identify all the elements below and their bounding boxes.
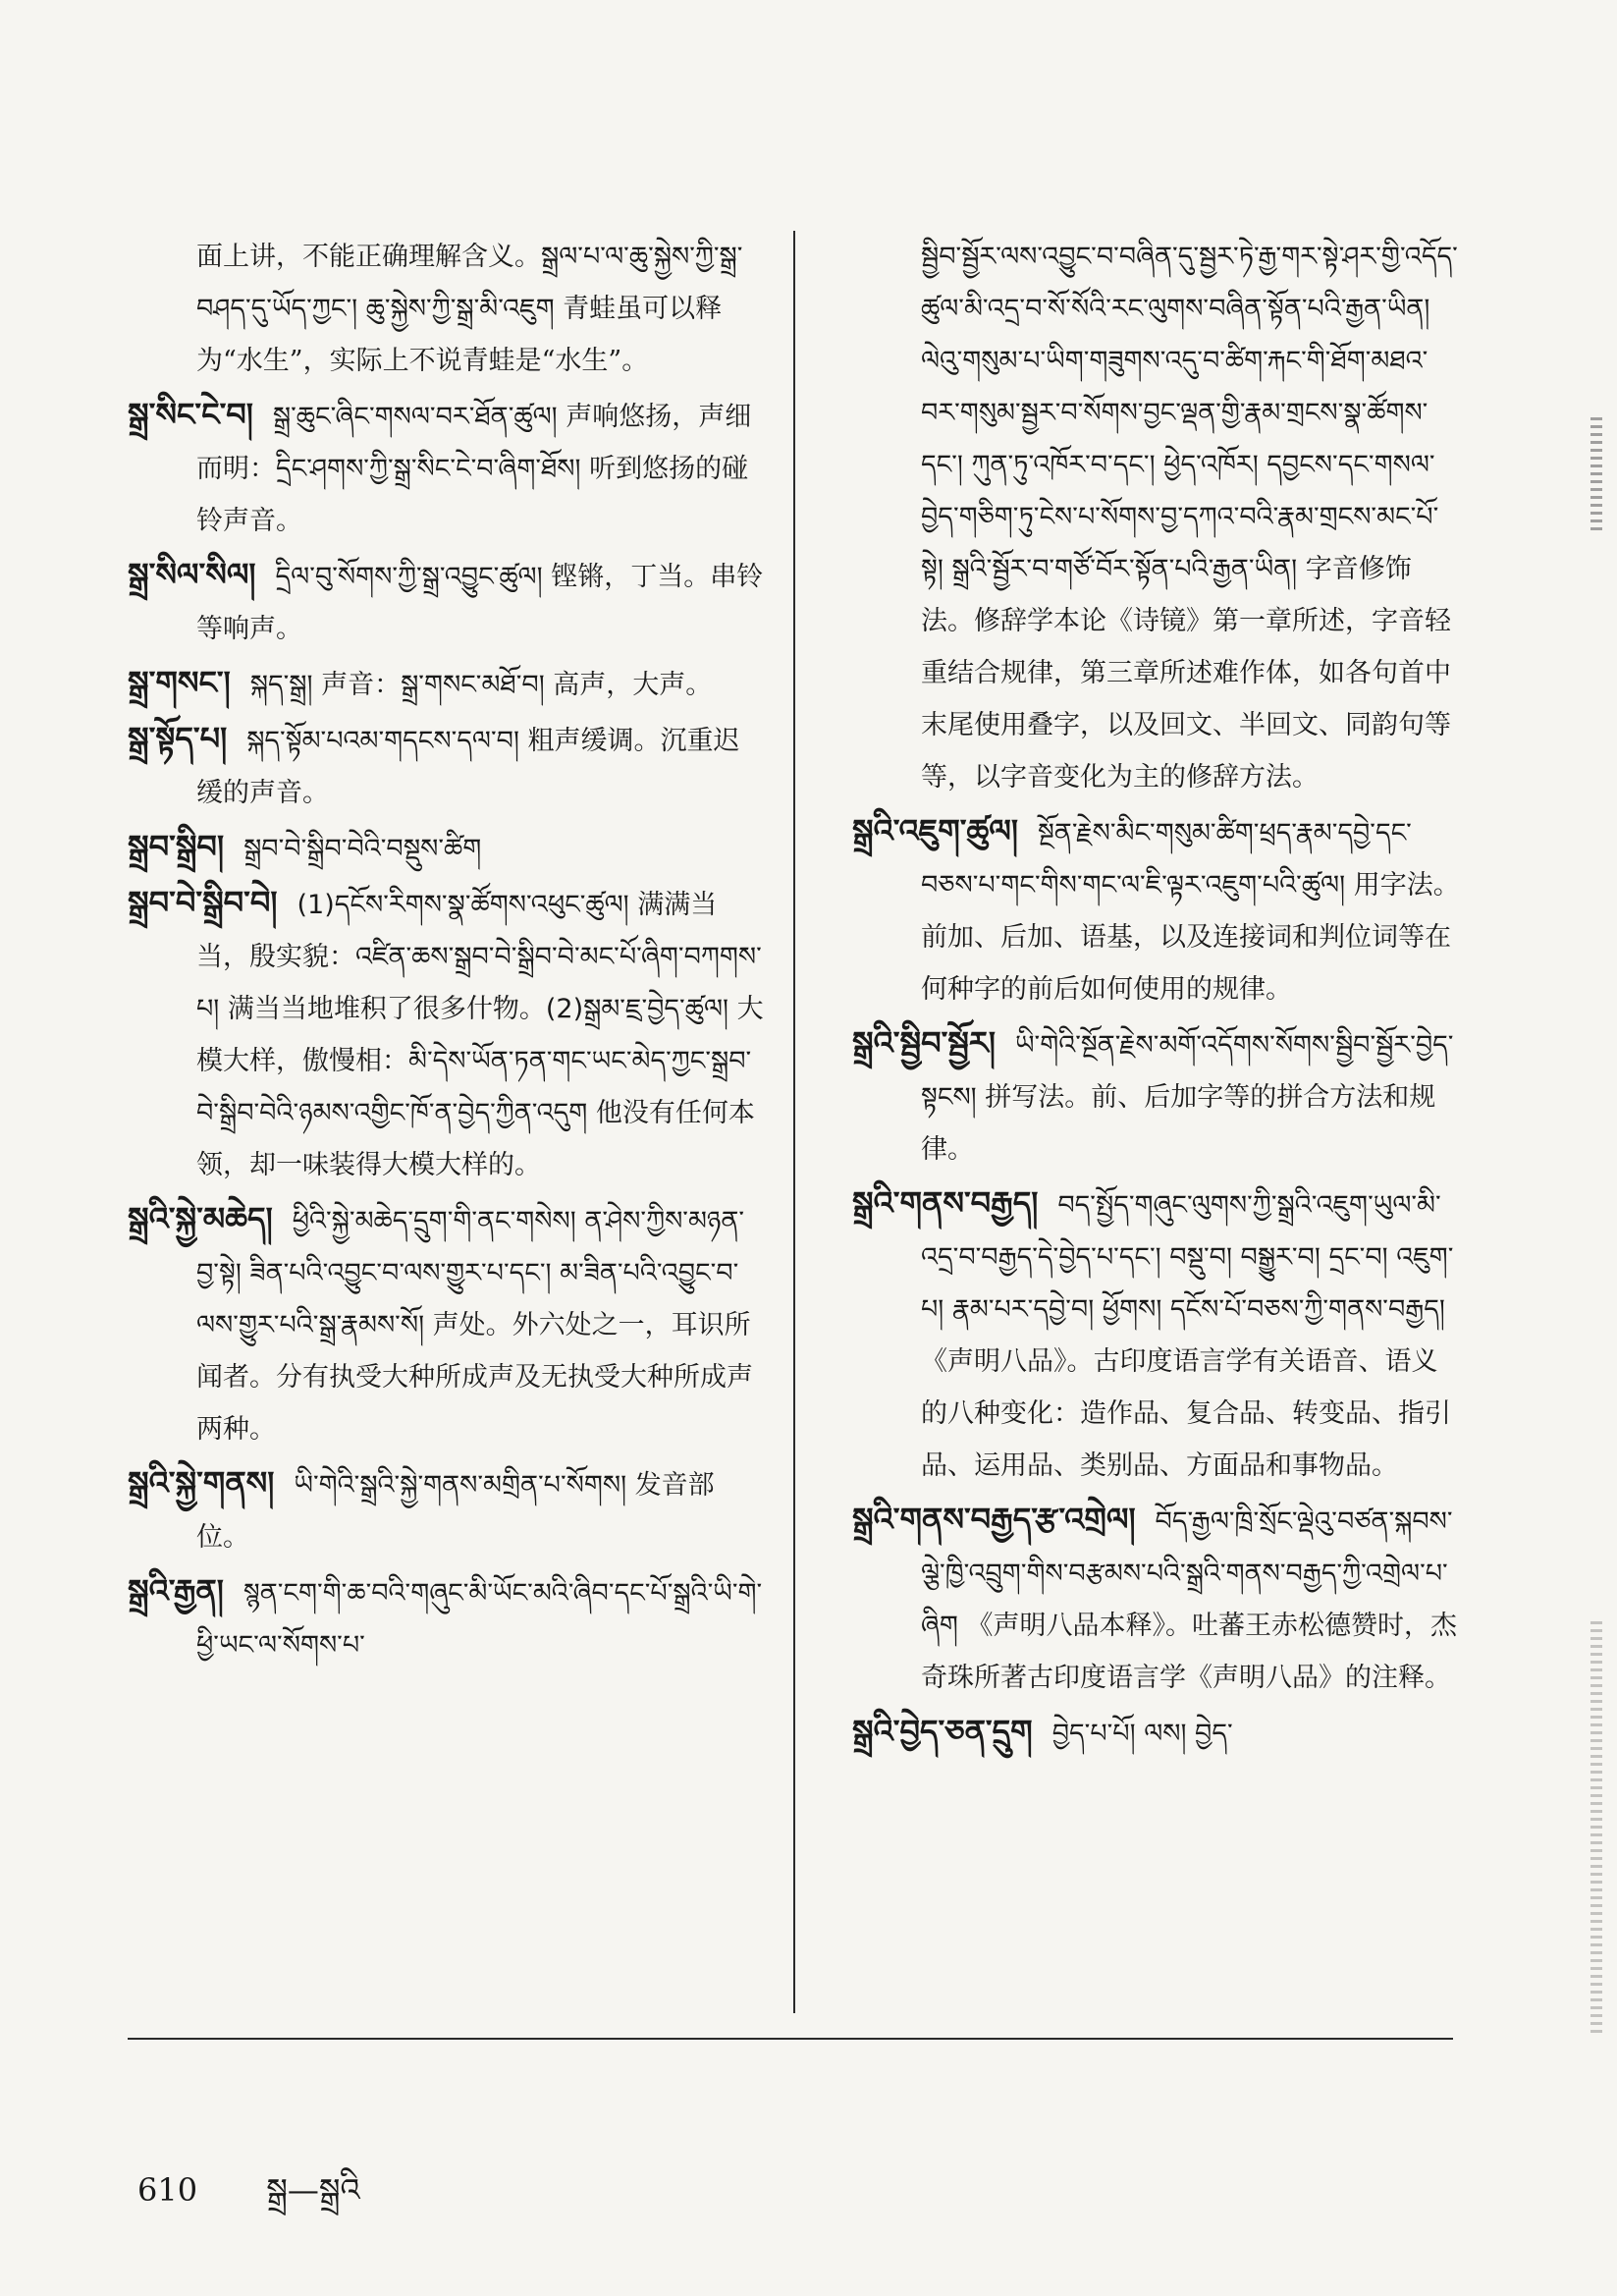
entry-text: སྒྲབ་བེ་སྒྲིབ་བེའི་བསྡུས་ཚིག bbox=[243, 834, 482, 864]
headword: སྒྲའི་སྐྱེ་མཆེད། bbox=[128, 1200, 273, 1237]
entry bbox=[128, 821, 766, 875]
entry bbox=[852, 1494, 1461, 1704]
page-range: སྒྲ—སྒྲའི bbox=[266, 2171, 360, 2209]
left-column bbox=[128, 231, 766, 1673]
right-column bbox=[852, 231, 1461, 1762]
entry bbox=[128, 713, 766, 819]
page-number: 610 bbox=[137, 2171, 198, 2209]
headword: སྒྲའི་རྒྱན། bbox=[128, 1572, 224, 1610]
entry bbox=[128, 549, 766, 655]
entry-text: སྐད་སྒྲ། 声音：སྒྲ་གསང་མཐོ་བ། 高声，大声。 bbox=[249, 670, 713, 700]
footer-rule bbox=[128, 2038, 1453, 2040]
entry-text: 面上讲，不能正确理解含义。སྒྲལ་པ་ལ་ཆུ་སྐྱེས་ཀྱི་སྒྲ་བཤད་དུ་ཡོད་ཀྱང་། ཆུ་སྐྱེས་ཀྱི་སྒྲ་མི་འཇུག 青蛙虽可以释为“水生”，实际上不说青蛙是“水生”。 bbox=[196, 242, 743, 376]
headword: སྒྲ་སིང་ངེ་བ། bbox=[128, 396, 253, 433]
entry-text: བྱེད་པ་པོ། ལས། བྱེད་ bbox=[1051, 1719, 1233, 1749]
headword: སྒྲ་སིལ་སིལ། bbox=[128, 556, 256, 593]
entry-text: སྒྲ་ཆུང་ཞིང་གསལ་བར་ཐོན་ཚུལ། 声响悠扬，声细而明：དྲིང་ཤགས་ཀྱི་སྒྲ་སིང་ངེ་བ་ཞིག་ཐོས། 听到悠扬的碰铃声音。 bbox=[196, 402, 752, 536]
headword: སྒྲབ་སྒྲིབ། bbox=[128, 828, 225, 865]
entry-continuation bbox=[852, 231, 1461, 803]
headword: སྒྲའི་འཇུག་ཚུལ། bbox=[852, 812, 1018, 849]
entry-continuation bbox=[128, 231, 766, 387]
entry bbox=[128, 389, 766, 547]
entry-text: སྔོན་རྗེས་མིང་གསུམ་ཚིག་ཕྲད་རྣམ་དབྱེ་དང་བཅས་པ་གང་གིས་གང་ལ་ཇི་ལྟར་འཇུག་པའི་ཚུལ། 用字法。前加、后加、语基，以及连接词和判位词等在何种字的前后如何使用的规律。 bbox=[921, 818, 1460, 1005]
headword: སྒྲའི་གནས་བརྒྱད། bbox=[852, 1184, 1039, 1222]
entry-text: ཡི་གེའི་སྔོན་རྗེས་མགོ་འདོགས་སོགས་སྦྱིབ་སྦྱོར་བྱེད་སྟངས། 拼写法。前、后加字等的拼合方法和规律。 bbox=[921, 1030, 1454, 1165]
entry-text: ཡི་གེའི་སྒྲའི་སྐྱེ་གནས་མགྲིན་པ་སོགས། 发音部位。 bbox=[196, 1470, 715, 1553]
entry-text: སྦྱིབ་སྦྱོར་ལས་འབྱུང་བ་བཞིན་དུ་སྦྱར་ཏེ་རྒྱ་གར་སྟེ་ཤར་གྱི་འདོད་ཚུལ་མི་འདྲ་བ་སོ་སོའི་རང་ལུགས་བཞིན་སྟོན་པའི་རྒྱན་ཡིན། ལེའུ་གསུམ་པ་ཡིག་གཟུགས་འདུ་བ་ཚིག་རྐང་གི་ཐོག་མཐའ་བར་གསུམ་སྦྱར་བ་སོགས་བྱང་ལྡན་གྱི་རྣམ་གྲངས་སྣ་ཚོགས་དང་། ཀུན་ཏུ་འཁོར་བ་དང་། ཕྱེད་འཁོར། དབྱངས་དང་གསལ་བྱེད་གཅིག་ཏུ་ངེས་པ་སོགས་བྱ་དཀའ་བའི་རྣམ་གྲངས་མང་པོ་སྟེ། སྒྲའི་སྦྱོར་བ་གཙོ་བོར་སྟོན་པའི་རྒྱན་ཡིན། 字音修饰法。修辞学本论《诗镜》第一章所述，字音轻重结合规律，第三章所述难作体，如各句首中末尾使用叠字，以及回文、半回文、同韵句等等，以字音变化为主的修辞方法。 bbox=[921, 242, 1458, 793]
entry bbox=[128, 877, 766, 1191]
entry-text: (1)དངོས་རིགས་སྣ་ཚོགས་འཕུང་ཚུལ། 满满当当，殷实貌：འཛིན་ཆས་སྒྲབ་བེ་སྒྲིབ་བེ་མང་པོ་ཞིག་བཀགས་པ། 满当当地堆积了很多什物。(2)སྒྲམ་ཇྲ་བྱེད་ཚུལ། 大模大样，傲慢相：མི་དེས་ཡོན་ཏན་གང་ཡང་མེད་ཀྱང་སྒྲབ་བེ་སྒྲིབ་བེའི་ཉམས་འགྱིང་ཁོ་ན་བྱེད་ཀྱིན་འདུག 他没有任何本领，却一味装得大模大样的。 bbox=[196, 890, 764, 1180]
entry bbox=[128, 657, 766, 711]
entry-text: ཕྱིའི་སྐྱེ་མཆེད་དྲུག་གི་ནང་གསེས། ན་ཤེས་ཀྱིས་མཉན་བྱ་སྟེ། ཟིན་པའི་འབྱུང་བ་ལས་གྱུར་པ་དང་། མ་ཟིན་པའི་འབྱུང་བ་ལས་གྱུར་པའི་སྒྲ་རྣམས་སོ། 声处。外六处之一，耳识所闻者。分有执受大种所成声及无执受大种所成声两种。 bbox=[196, 1206, 753, 1445]
headword: སྒྲབ་བེ་སྒྲིབ་བེ། bbox=[128, 884, 278, 921]
page-footer bbox=[137, 2156, 360, 2244]
headword: སྒྲ་གསང་། bbox=[128, 664, 231, 701]
entry bbox=[128, 1565, 766, 1671]
entry bbox=[852, 1177, 1461, 1492]
entry-text: དྲིལ་བུ་སོགས་ཀྱི་སྒྲ་འབྱུང་ཚུལ། 铿锵，丁当。串铃等响声。 bbox=[196, 562, 764, 644]
entry bbox=[128, 1457, 766, 1563]
headword: སྒྲའི་བྱེད་ཅན་དྲུག bbox=[852, 1713, 1033, 1750]
column-divider bbox=[793, 231, 795, 2013]
scan-margin-marks bbox=[1590, 1620, 1602, 2033]
headword: སྒྲའི་སྦྱིབ་སྦྱོར། bbox=[852, 1024, 996, 1062]
entry-text: བད་སྤྱོད་གཞུང་ལུགས་ཀྱི་སྒྲའི་འཇུག་ཡུལ་མི་འདྲ་བ་བརྒྱད་དེ་བྱེད་པ་དང་། བསྡུ་བ། བསྒྱུར་བ། དྲང་བ། འཇུག་པ། རྣམ་པར་དབྱེ་བ། ཕྱོགས། དངོས་པོ་བཅས་ཀྱི་གནས་བརྒྱད། 《声明八品》。古印度语言学有关语音、语义的八种变化：造作品、复合品、转变品、指引品、运用品、类别品、方面品和事物品。 bbox=[921, 1190, 1454, 1481]
headword: སྒྲ་སྟོད་པ། bbox=[128, 720, 228, 757]
entry-text: སྐད་སྟོམ་པའམ་གདངས་དལ་བ། 粗声缓调。沉重迟缓的声音。 bbox=[196, 726, 740, 808]
headword: སྒྲའི་སྐྱེ་གནས། bbox=[128, 1464, 275, 1502]
headword: སྒྲའི་གནས་བརྒྱད་རྩ་འགྲེལ། bbox=[852, 1501, 1136, 1538]
entry bbox=[852, 1706, 1461, 1760]
entry bbox=[852, 1017, 1461, 1175]
scan-margin-marks bbox=[1590, 412, 1602, 530]
entry bbox=[852, 805, 1461, 1015]
entry bbox=[128, 1193, 766, 1455]
entry-text: སྙན་ངག་གི་ཆ་བའི་གཞུང་མི་ཡོང་མའི་ཞིབ་དང་པོ་སྒྲའི་ཡི་གེ་ཕྱི་ཡང་ལ་སོགས་པ་ bbox=[196, 1578, 763, 1661]
entry-text: བོད་རྒྱལ་ཁྲི་སྲོང་ལྡེའུ་བཙན་སྐབས་ལྕེ་ཁྱི་འབྲུག་གིས་བརྩམས་པའི་སྒྲའི་གནས་བརྒྱད་ཀྱི་འགྲེལ་པ་ཞིག 《声明八品本释》。吐蕃王赤松德赞时，杰奇珠所著古印度语言学《声明八品》的注释。 bbox=[921, 1506, 1457, 1693]
